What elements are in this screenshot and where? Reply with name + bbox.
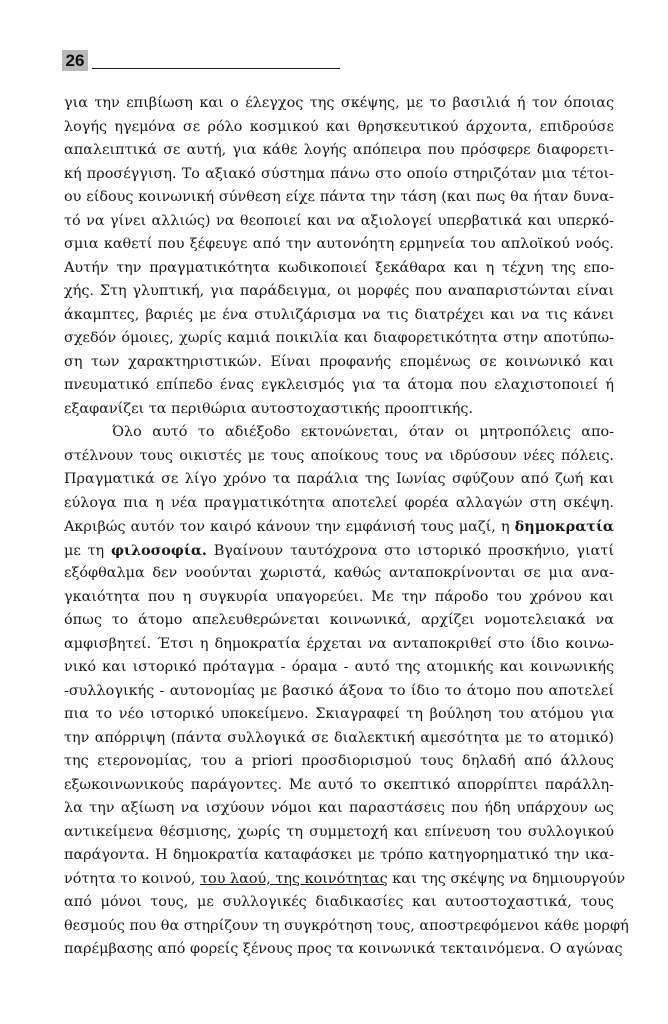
text-line: λογής ηγεμόνα σε ρόλο κοσμικού και θρησκευτικού άρχοντα, επιδρούσε [64,118,614,135]
text-line: νικό και ιστορικό πρόταγμα - όραμα - αυτό της ατομικής και κοινωνικής [64,659,614,675]
bold-term-democracy: δημοκρατία [514,518,614,535]
text-line: Αυτήν την πραγματικότητα κωδικοποιεί ξεκάθαρα και η τέχνη της επο- [64,259,614,276]
text-line: εξαφανίζει τα περιθώρια αυτοστοχαστικής προοπτικής. [64,400,474,417]
text-line: εύλογα πια η νέα πραγματικότητα αποτελεί φορέα αλλαγών στη σκέψη. [64,494,614,511]
text-line: εξόφθαλμα δεν νοούνται χωριστά, καθώς ανταποκρίνονται σε μια ανα- [64,565,614,581]
text-line: πνευματικό επίπεδο ένας εγκλεισμός για τα άτομα που ελαχιστοποιεί ή [64,377,614,393]
text-line: σχεδόν όμοιες, χωρίς καμιά ποικιλία και διαφορετικότητα στην αποτύπω- [64,330,614,346]
text-line: σμια καθετί που ξέφευγε από την αυτονόητη ερμηνεία του απλοϊκού νοός. [64,236,614,252]
text-line [64,868,626,892]
bold-term-philosophy: φιλοσοφία. [110,541,207,559]
text-line: χής. Στη γλυπτική, για παράδειγμα, οι μορφές που αναπαριστώνται είναι [64,283,614,299]
text-run: και της σκέψης να δημιουργούν [387,870,626,887]
text-run: με τη [64,542,111,559]
text-line: όπως το άτομο απελευθερώνεται κοινωνικά, αρχίζει νομοτελειακά να [64,612,614,628]
text-line: Όλο αυτό το αδιέξοδο εκτονώνεται, όταν οι μητροπόλεις απο- [112,424,614,440]
text-line: για την επιβίωση και ο έλεγχος της σκέψης, με το βασιλιά ή τον όποιας [64,95,614,111]
paragraph-2 [64,421,629,962]
text-line: Πραγματικά σε λίγο χρόνο τα παράλια της Ιωνίας σφύζουν από ζωή και [64,471,614,487]
text-line: κή προσέγγιση. Το αξιακό σύστημα πάνω στο οποίο στηριζόταν μια τέτοι- [64,165,614,182]
paragraph-1 [64,92,614,421]
text-line: εξωκοινωνικούς παράγοντες. Με αυτό το σκεπτικό απορρίπτει παράλλη- [64,776,614,793]
text-run: νότητα το κοινού, [64,870,201,887]
text-line: γκαιότητα που η συγκυρία υπαγορεύει. Με την πάροδο του χρόνου και [64,588,614,605]
page-number: 26 [62,50,88,71]
text-run: Ακριβώς αυτόν τον καιρό κάνουν την εμφάνισή τους μαζί, η [64,519,515,535]
text-line: την απόρριψη (πάντα συλλογικά σε διαλεκτική αμεσότητα με το ατομικό) [64,729,614,746]
text-line: πια το νέο ιστορικό υποκείμενο. Σκιαγραφεί τη βούληση του ατόμου για [64,706,614,722]
text-line: από μόνοι τους, με συλλογικές διαδικασίες και αυτοστοχαστικά, τους [64,894,614,910]
text-line [64,515,614,539]
text-line: απαλειπτικά σε αυτή, για κάθε λογής απόπειρα που πρόσφερε διαφορετι- [64,142,614,158]
text-line: τό να γίνει αλλιώς) να θεοποιεί και να αξιολογεί υπερβατικά και υπερκό- [64,212,614,229]
header-rule [92,68,340,69]
text-line: λα την αξίωση να ισχύουν νόμοι και παραστάσεις που ήδη υπάρχουν ως [64,800,614,816]
text-line [64,539,614,563]
underlined-phrase: του λαού, της κοινότητας [200,870,388,887]
body-text [64,92,629,962]
text-line: ου είδους κοινωνική σύνθεση είχε πάντα την τάση (και πως θα ήταν δυνα- [64,189,614,205]
text-line: παράγοντα. Η δημοκρατία καταφάσκει με τρόπο κατηγορηματικό την ικα- [64,847,614,863]
text-line: της ετερονομίας, του a priori προσδιορισμού τους δηλαδή από άλλους [64,753,614,769]
text-line: αντικείμενα θέσμισης, χωρίς τη συμμετοχή και επίνευση του συλλογικού [64,823,614,840]
text-line: παρέμβασης από φορείς ξένους προς τα κοινωνικά τεκταινόμενα. Ο αγώνας [64,941,623,957]
text-line: θεσμούς που θα στηρίζουν τη συγκρότηση τους, αποστρεφόμενοι κάθε μορφή [64,917,629,934]
text-line: ση των χαρακτηριστικών. Είναι προφανής επομένως σε κοινωνικό και [64,353,614,370]
paragraph-2-middle [64,562,614,868]
text-line: άκαμπτες, βαριές με ένα στυλιζάρισμα να τις διατρέχει και να τις κάνει [64,306,614,323]
text-line: στέλνουν τους οικιστές με τους αποίκους τους να ιδρύσουν νέες πόλεις. [64,447,614,464]
text-line: αμφισβητεί. Έτσι η δημοκρατία έρχεται να ανταποκριθεί στο ίδιο κοινω- [64,635,614,652]
page-header [62,50,292,76]
text-run: Βγαίνουν ταυτόχρονα στο ιστορικό προσκήνιο, γιατί [206,542,614,559]
text-line: -συλλογικής - αυτονομίας με βασικό άξονα το ίδιο το άτομο που αποτελεί [64,682,614,699]
paragraph-2-end [64,891,629,962]
